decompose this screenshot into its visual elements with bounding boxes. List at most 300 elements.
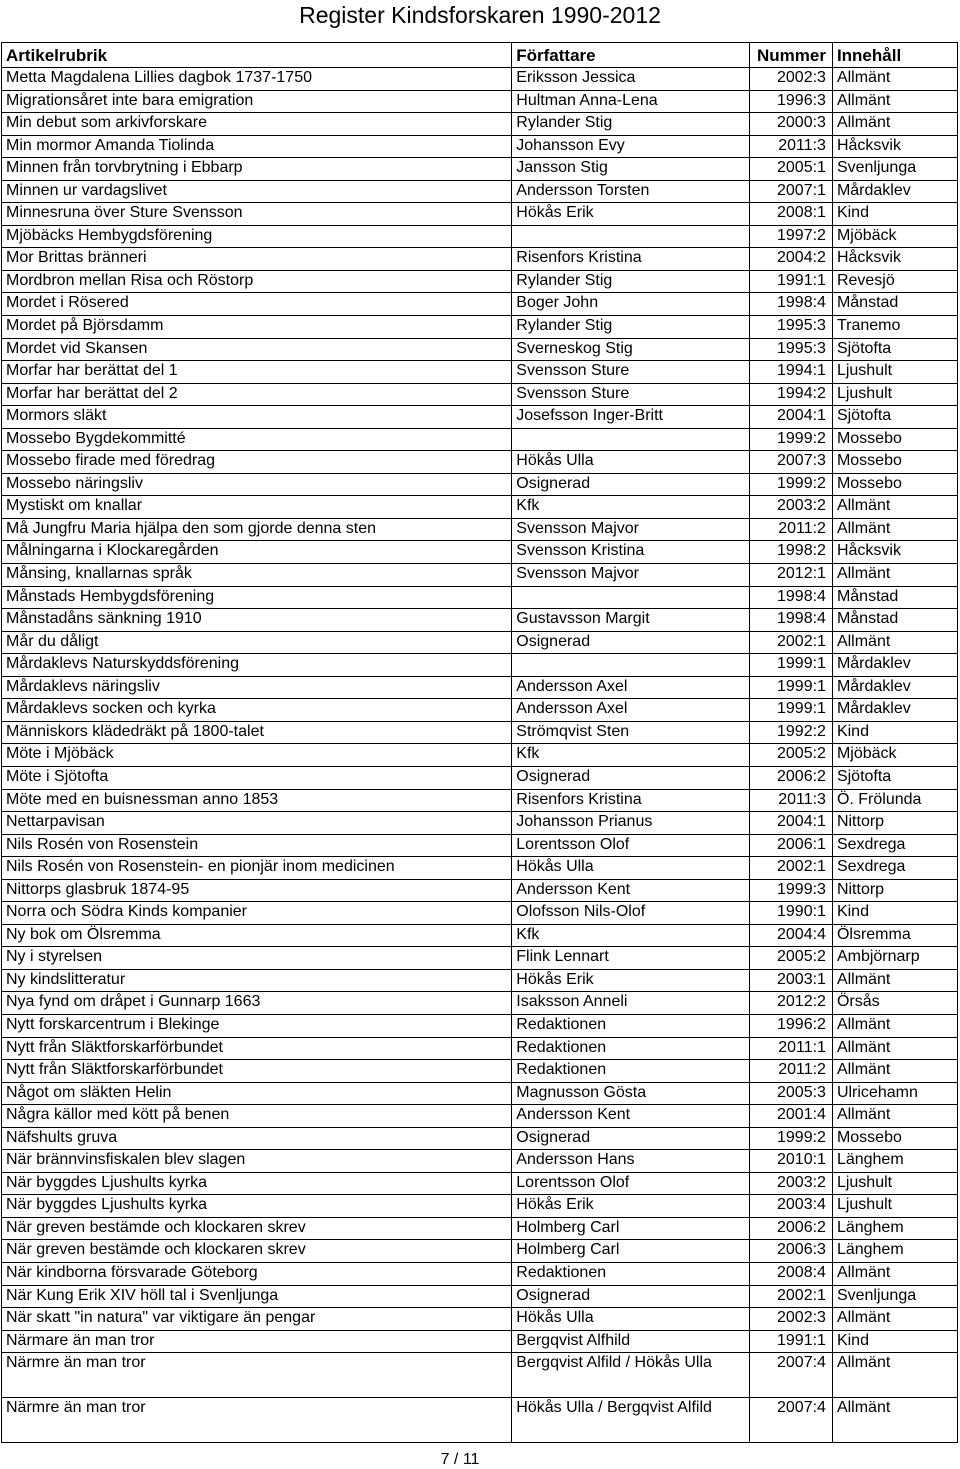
table-row [2, 631, 958, 654]
cell-number: 2011:3 [750, 789, 833, 812]
cell-number: 2012:2 [750, 992, 833, 1015]
cell-content: Svenljunga [832, 158, 957, 181]
cell-content: Månstad [832, 609, 957, 632]
table-row [2, 338, 958, 361]
cell-content: Ljushult [832, 383, 957, 406]
cell-content: Ambjörnarp [832, 947, 957, 970]
cell-number: 2002:1 [750, 857, 833, 880]
cell-number: 1998:2 [750, 541, 833, 564]
table-row [2, 1330, 958, 1353]
cell-content: Allmänt [832, 113, 957, 136]
cell-author: Andersson Torsten [512, 180, 750, 203]
cell-content: Allmänt [832, 1014, 957, 1037]
table-row [2, 902, 958, 925]
table-row [2, 428, 958, 451]
table-row [2, 203, 958, 226]
cell-author: Isaksson Anneli [512, 992, 750, 1015]
cell-content: Allmänt [832, 1037, 957, 1060]
table-row [2, 1353, 958, 1398]
cell-title: När byggdes Ljushults kyrka [2, 1172, 512, 1195]
cell-number: 1999:1 [750, 676, 833, 699]
cell-number: 2006:2 [750, 1217, 833, 1240]
cell-number: 2005:1 [750, 158, 833, 181]
cell-author: Andersson Kent [512, 879, 750, 902]
cell-number: 2005:3 [750, 1082, 833, 1105]
table-row [2, 1082, 958, 1105]
cell-title: Mordet vid Skansen [2, 338, 512, 361]
cell-title: Nils Rosén von Rosenstein- en pionjär inom medicinen [2, 857, 512, 880]
cell-author: Bergqvist Alfild / Hökås Ulla [512, 1353, 750, 1398]
cell-content: Nittorp [832, 879, 957, 902]
table-row [2, 1127, 958, 1150]
cell-author: Svensson Kristina [512, 541, 750, 564]
cell-content: Allmänt [832, 631, 957, 654]
column-header-number: Nummer [750, 43, 833, 68]
cell-title: Människors klädedräkt på 1800-talet [2, 721, 512, 744]
cell-title: Något om släkten Helin [2, 1082, 512, 1105]
cell-content: Mjöbäck [832, 225, 957, 248]
table-row [2, 699, 958, 722]
cell-author [512, 428, 750, 451]
cell-number: 1996:2 [750, 1014, 833, 1037]
table-row [2, 1217, 958, 1240]
cell-number: 2003:4 [750, 1195, 833, 1218]
cell-number: 1991:1 [750, 1330, 833, 1353]
cell-content: Allmänt [832, 1398, 957, 1443]
cell-title: Månstadåns sänkning 1910 [2, 609, 512, 632]
cell-number: 2004:1 [750, 812, 833, 835]
cell-content: Mossebo [832, 451, 957, 474]
cell-title: Minnesruna över Sture Svensson [2, 203, 512, 226]
cell-content: Mossebo [832, 428, 957, 451]
cell-author: Holmberg Carl [512, 1217, 750, 1240]
table-row [2, 1172, 958, 1195]
cell-content: Svenljunga [832, 1285, 957, 1308]
cell-title: Månsing, knallarnas språk [2, 564, 512, 587]
cell-title: Målningarna i Klockaregården [2, 541, 512, 564]
cell-number: 2003:2 [750, 496, 833, 519]
cell-title: Morfar har berättat del 2 [2, 383, 512, 406]
cell-content: Allmänt [832, 518, 957, 541]
cell-author: Kfk [512, 744, 750, 767]
cell-content: Kind [832, 1330, 957, 1353]
cell-author: Osignerad [512, 1127, 750, 1150]
cell-content: Håcksvik [832, 135, 957, 158]
cell-title: Mor Brittas bränneri [2, 248, 512, 271]
cell-number: 2000:3 [750, 113, 833, 136]
cell-number: 2011:3 [750, 135, 833, 158]
cell-author: Bergqvist Alfhild [512, 1330, 750, 1353]
cell-author: Rylander Stig [512, 316, 750, 339]
cell-number: 2004:2 [750, 248, 833, 271]
cell-number: 1999:3 [750, 879, 833, 902]
table-row [2, 766, 958, 789]
cell-author: Svensson Majvor [512, 518, 750, 541]
cell-number: 1999:1 [750, 699, 833, 722]
cell-title: Nytt från Släktforskarförbundet [2, 1037, 512, 1060]
cell-content: Allmänt [832, 1353, 957, 1398]
cell-number: 2007:1 [750, 180, 833, 203]
table-row [2, 1285, 958, 1308]
cell-author: Andersson Hans [512, 1150, 750, 1173]
table-row [2, 1398, 958, 1443]
cell-author: Andersson Axel [512, 699, 750, 722]
table-row [2, 969, 958, 992]
cell-title: Nettarpavisan [2, 812, 512, 835]
cell-title: Några källor med kött på benen [2, 1105, 512, 1128]
cell-title: Mossebo näringsliv [2, 473, 512, 496]
table-row [2, 857, 958, 880]
table-row [2, 744, 958, 767]
cell-title: När greven bestämde och klockaren skrev [2, 1217, 512, 1240]
cell-title: Min debut som arkivforskare [2, 113, 512, 136]
cell-title: Norra och Södra Kinds kompanier [2, 902, 512, 925]
cell-author [512, 586, 750, 609]
cell-number: 1996:3 [750, 90, 833, 113]
cell-number: 1999:2 [750, 473, 833, 496]
cell-title: Närmare än man tror [2, 1330, 512, 1353]
cell-title: Minnen från torvbrytning i Ebbarp [2, 158, 512, 181]
cell-title: Nittorps glasbruk 1874-95 [2, 879, 512, 902]
cell-content: Tranemo [832, 316, 957, 339]
cell-number: 1998:4 [750, 586, 833, 609]
cell-author: Osignerad [512, 631, 750, 654]
cell-author: Hökås Erik [512, 203, 750, 226]
cell-number: 2007:4 [750, 1353, 833, 1398]
cell-author: Hökås Erik [512, 1195, 750, 1218]
cell-author: Kfk [512, 924, 750, 947]
column-header-author: Författare [512, 43, 750, 68]
table-row [2, 135, 958, 158]
cell-title: Mårdaklevs Naturskyddsförening [2, 654, 512, 677]
cell-author: Sverneskog Stig [512, 338, 750, 361]
cell-title: Mormors släkt [2, 406, 512, 429]
cell-number: 1999:1 [750, 654, 833, 677]
table-row [2, 541, 958, 564]
cell-title: Minnen ur vardagslivet [2, 180, 512, 203]
cell-number: 2002:3 [750, 1308, 833, 1331]
cell-title: Mordet på Björsdamm [2, 316, 512, 339]
cell-title: Må Jungfru Maria hjälpa den som gjorde denna sten [2, 518, 512, 541]
table-row [2, 654, 958, 677]
column-header-content: Innehåll [832, 43, 957, 68]
cell-content: Allmänt [832, 969, 957, 992]
table-row [2, 270, 958, 293]
cell-title: Mordbron mellan Risa och Röstorp [2, 270, 512, 293]
cell-number: 2006:2 [750, 766, 833, 789]
cell-author: Hökås Ulla [512, 1308, 750, 1331]
cell-author [512, 654, 750, 677]
cell-number: 2002:3 [750, 68, 833, 91]
cell-content: Sjötofta [832, 338, 957, 361]
cell-number: 2002:1 [750, 1285, 833, 1308]
cell-content: Kind [832, 203, 957, 226]
cell-author: Andersson Kent [512, 1105, 750, 1128]
cell-content: Mårdaklev [832, 180, 957, 203]
cell-author: Boger John [512, 293, 750, 316]
table-row [2, 1262, 958, 1285]
cell-title: När byggdes Ljushults kyrka [2, 1195, 512, 1218]
cell-content: Mossebo [832, 473, 957, 496]
cell-number: 2012:1 [750, 564, 833, 587]
table-row [2, 68, 958, 91]
table-row [2, 361, 958, 384]
cell-title: Mystiskt om knallar [2, 496, 512, 519]
table-row [2, 1150, 958, 1173]
cell-author: Redaktionen [512, 1037, 750, 1060]
table-row [2, 406, 958, 429]
register-table [1, 42, 958, 1443]
table-row [2, 451, 958, 474]
cell-author [512, 225, 750, 248]
cell-title: Mossebo Bygdekommitté [2, 428, 512, 451]
cell-author: Gustavsson Margit [512, 609, 750, 632]
table-row [2, 316, 958, 339]
table-row [2, 564, 958, 587]
cell-number: 1998:4 [750, 609, 833, 632]
cell-number: 2008:4 [750, 1262, 833, 1285]
cell-number: 2004:1 [750, 406, 833, 429]
cell-author: Andersson Axel [512, 676, 750, 699]
table-row [2, 225, 958, 248]
page-title: Register Kindsforskaren 1990-2012 [299, 2, 661, 28]
cell-content: Ölsremma [832, 924, 957, 947]
cell-content: Mårdaklev [832, 654, 957, 677]
cell-content: Nittorp [832, 812, 957, 835]
cell-content: Ö. Frölunda [832, 789, 957, 812]
table-row [2, 789, 958, 812]
table-row [2, 113, 958, 136]
cell-number: 2001:4 [750, 1105, 833, 1128]
table-row [2, 586, 958, 609]
cell-author: Rylander Stig [512, 113, 750, 136]
table-row [2, 180, 958, 203]
cell-content: Ljushult [832, 1195, 957, 1218]
table-row [2, 834, 958, 857]
cell-title: Nya fynd om dråpet i Gunnarp 1663 [2, 992, 512, 1015]
cell-content: Länghem [832, 1240, 957, 1263]
cell-number: 2003:2 [750, 1172, 833, 1195]
cell-author: Hökås Erik [512, 969, 750, 992]
cell-author: Redaktionen [512, 1014, 750, 1037]
table-row [2, 924, 958, 947]
cell-content: Ljushult [832, 1172, 957, 1195]
table-row [2, 293, 958, 316]
cell-title: Mjöbäcks Hembygdsförening [2, 225, 512, 248]
cell-number: 2007:4 [750, 1398, 833, 1443]
cell-number: 2006:1 [750, 834, 833, 857]
cell-title: Mossebo firade med föredrag [2, 451, 512, 474]
cell-title: Möte i Mjöbäck [2, 744, 512, 767]
table-row [2, 1240, 958, 1263]
column-header-title: Artikelrubrik [2, 43, 512, 68]
cell-author: Strömqvist Sten [512, 721, 750, 744]
cell-content: Sjötofta [832, 406, 957, 429]
cell-author: Svensson Sture [512, 361, 750, 384]
cell-number: 1990:1 [750, 902, 833, 925]
cell-content: Sexdrega [832, 857, 957, 880]
table-row [2, 1105, 958, 1128]
cell-content: Kind [832, 721, 957, 744]
cell-number: 1995:3 [750, 316, 833, 339]
cell-title: Nils Rosén von Rosenstein [2, 834, 512, 857]
table-row [2, 947, 958, 970]
cell-content: Örsås [832, 992, 957, 1015]
cell-content: Ljushult [832, 361, 957, 384]
cell-author: Kfk [512, 496, 750, 519]
cell-author: Redaktionen [512, 1262, 750, 1285]
page-number: 7 / 11 [440, 1451, 480, 1468]
table-row [2, 812, 958, 835]
table-body [2, 68, 958, 1443]
cell-content: Månstad [832, 586, 957, 609]
cell-author: Svensson Majvor [512, 564, 750, 587]
cell-author: Redaktionen [512, 1060, 750, 1083]
cell-number: 1994:2 [750, 383, 833, 406]
cell-title: När skatt "in natura" var viktigare än pengar [2, 1308, 512, 1331]
table-row [2, 1060, 958, 1083]
cell-content: Håcksvik [832, 541, 957, 564]
table-row [2, 1195, 958, 1218]
cell-author: Lorentsson Olof [512, 834, 750, 857]
cell-author: Lorentsson Olof [512, 1172, 750, 1195]
table-row [2, 473, 958, 496]
cell-title: Mårdaklevs socken och kyrka [2, 699, 512, 722]
table-header-row [2, 43, 958, 68]
cell-number: 1992:2 [750, 721, 833, 744]
cell-title: När Kung Erik XIV höll tal i Svenljunga [2, 1285, 512, 1308]
table-row [2, 721, 958, 744]
cell-content: Länghem [832, 1150, 957, 1173]
cell-title: Migrationsåret inte bara emigration [2, 90, 512, 113]
cell-content: Allmänt [832, 90, 957, 113]
cell-number: 2010:1 [750, 1150, 833, 1173]
cell-content: Mårdaklev [832, 676, 957, 699]
cell-author: Risenfors Kristina [512, 789, 750, 812]
cell-content: Sexdrega [832, 834, 957, 857]
cell-title: Nytt forskarcentrum i Blekinge [2, 1014, 512, 1037]
cell-number: 1999:2 [750, 428, 833, 451]
table-row [2, 1014, 958, 1037]
table-row [2, 609, 958, 632]
cell-content: Revesjö [832, 270, 957, 293]
cell-title: Metta Magdalena Lillies dagbok 1737-1750 [2, 68, 512, 91]
cell-content: Allmänt [832, 496, 957, 519]
cell-title: När kindborna försvarade Göteborg [2, 1262, 512, 1285]
cell-number: 2002:1 [750, 631, 833, 654]
cell-author: Flink Lennart [512, 947, 750, 970]
table-row [2, 1308, 958, 1331]
table-row [2, 496, 958, 519]
cell-author: Hultman Anna-Lena [512, 90, 750, 113]
cell-title: Min mormor Amanda Tiolinda [2, 135, 512, 158]
table-row [2, 992, 958, 1015]
table-row [2, 676, 958, 699]
cell-number: 2006:3 [750, 1240, 833, 1263]
cell-author: Olofsson Nils-Olof [512, 902, 750, 925]
cell-title: Näfshults gruva [2, 1127, 512, 1150]
table-row [2, 248, 958, 271]
cell-author: Risenfors Kristina [512, 248, 750, 271]
cell-author: Jansson Stig [512, 158, 750, 181]
table-row [2, 90, 958, 113]
cell-author: Osignerad [512, 473, 750, 496]
table-row [2, 518, 958, 541]
cell-title: Nytt från Släktforskarförbundet [2, 1060, 512, 1083]
cell-title: Mårdaklevs näringsliv [2, 676, 512, 699]
cell-content: Allmänt [832, 1308, 957, 1331]
cell-author: Osignerad [512, 766, 750, 789]
cell-title: Ny i styrelsen [2, 947, 512, 970]
table-row [2, 879, 958, 902]
cell-number: 1999:2 [750, 1127, 833, 1150]
cell-content: Månstad [832, 293, 957, 316]
cell-number: 2011:2 [750, 518, 833, 541]
cell-title: Månstads Hembygdsförening [2, 586, 512, 609]
cell-content: Allmänt [832, 1262, 957, 1285]
cell-content: Allmänt [832, 1060, 957, 1083]
table-row [2, 1037, 958, 1060]
cell-author: Johansson Prianus [512, 812, 750, 835]
cell-number: 2007:3 [750, 451, 833, 474]
table-row [2, 158, 958, 181]
cell-number: 2011:2 [750, 1060, 833, 1083]
cell-author: Rylander Stig [512, 270, 750, 293]
cell-title: När brännvinsfiskalen blev slagen [2, 1150, 512, 1173]
cell-number: 1994:1 [750, 361, 833, 384]
cell-content: Allmänt [832, 1105, 957, 1128]
cell-number: 1998:4 [750, 293, 833, 316]
cell-content: Mossebo [832, 1127, 957, 1150]
cell-title: Mordet i Rösered [2, 293, 512, 316]
cell-author: Hökås Ulla [512, 451, 750, 474]
cell-title: Mår du dåligt [2, 631, 512, 654]
cell-number: 1995:3 [750, 338, 833, 361]
cell-title: När greven bestämde och klockaren skrev [2, 1240, 512, 1263]
cell-author: Eriksson Jessica [512, 68, 750, 91]
cell-content: Mårdaklev [832, 699, 957, 722]
cell-author: Josefsson Inger-Britt [512, 406, 750, 429]
cell-author: Svensson Sture [512, 383, 750, 406]
cell-content: Länghem [832, 1217, 957, 1240]
cell-title: Ny kindslitteratur [2, 969, 512, 992]
cell-content: Kind [832, 902, 957, 925]
cell-author: Hökås Ulla / Bergqvist Alfild [512, 1398, 750, 1443]
cell-number: 1991:1 [750, 270, 833, 293]
cell-title: Möte i Sjötofta [2, 766, 512, 789]
cell-content: Håcksvik [832, 248, 957, 271]
cell-number: 1997:2 [750, 225, 833, 248]
cell-number: 2011:1 [750, 1037, 833, 1060]
cell-number: 2003:1 [750, 969, 833, 992]
cell-number: 2008:1 [750, 203, 833, 226]
cell-content: Mjöbäck [832, 744, 957, 767]
cell-title: Morfar har berättat del 1 [2, 361, 512, 384]
cell-author: Magnusson Gösta [512, 1082, 750, 1105]
table-row [2, 383, 958, 406]
cell-number: 2005:2 [750, 947, 833, 970]
cell-author: Osignerad [512, 1285, 750, 1308]
cell-content: Sjötofta [832, 766, 957, 789]
cell-title: Närmre än man tror [2, 1398, 512, 1443]
cell-title: Möte med en buisnessman anno 1853 [2, 789, 512, 812]
cell-title: Ny bok om Ölsremma [2, 924, 512, 947]
cell-number: 2005:2 [750, 744, 833, 767]
cell-content: Ulricehamn [832, 1082, 957, 1105]
cell-author: Hökås Ulla [512, 857, 750, 880]
cell-content: Allmänt [832, 68, 957, 91]
cell-content: Allmänt [832, 564, 957, 587]
